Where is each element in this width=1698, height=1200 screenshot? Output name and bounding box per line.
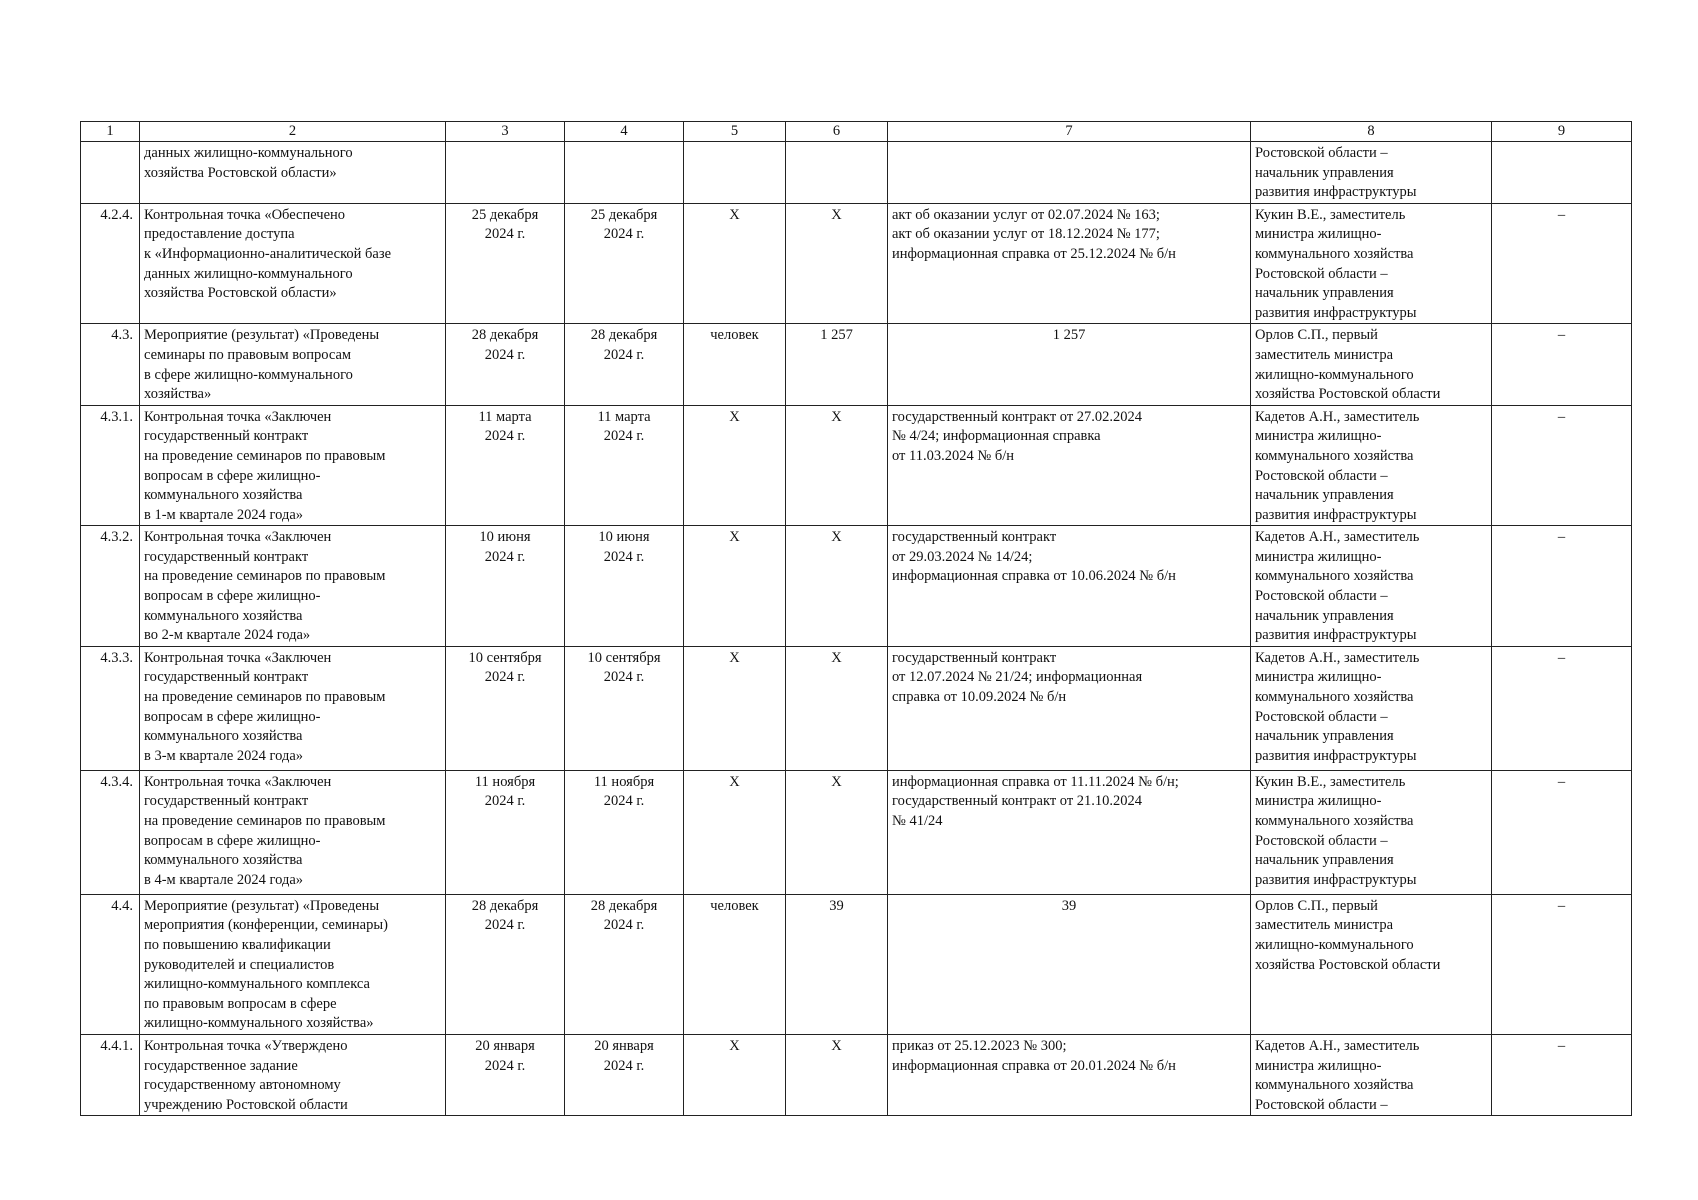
cell-responsible: Орлов С.П., первый заместитель министра жилищно-коммунального хозяйства Ростовской области — [1251, 894, 1492, 1034]
cell-plan-date: 25 декабря 2024 г. — [446, 203, 565, 324]
cell-row-number: 4.3.4. — [81, 770, 140, 894]
cell-responsible: Кадетов А.Н., заместитель министра жилищно- коммунального хозяйства Ростовской области – начальник управления развития инфраструктуры — [1251, 405, 1492, 526]
cell-row-name: данных жилищно-коммунального хозяйства Ростовской области» — [140, 142, 446, 204]
cell-plan-value: 1 257 — [786, 324, 888, 405]
cell-responsible: Кадетов А.Н., заместитель министра жилищно- коммунального хозяйства Ростовской области – начальник управления развития инфраструктуры — [1251, 646, 1492, 770]
cell-unit: Х — [684, 770, 786, 894]
cell-note: – — [1492, 203, 1632, 324]
column-header: 2 — [140, 122, 446, 142]
cell-fact-date: 20 января 2024 г. — [565, 1035, 684, 1116]
cell-unit: Х — [684, 1035, 786, 1116]
column-header: 5 — [684, 122, 786, 142]
cell-plan-value: Х — [786, 405, 888, 526]
cell-note: – — [1492, 324, 1632, 405]
cell-note: – — [1492, 526, 1632, 647]
cell-responsible: Ростовской области – начальник управления развития инфраструктуры — [1251, 142, 1492, 204]
cell-fact-date: 28 декабря 2024 г. — [565, 894, 684, 1034]
cell-row-name: Мероприятие (результат) «Проведены мероприятия (конференции, семинары) по повышению квалификации руководителей и специалистов жилищно-коммунального комплекса по правовым вопросам в сфере жилищно-коммунального хозяйства» — [140, 894, 446, 1034]
cell-row-name: Контрольная точка «Обеспечено предоставление доступа к «Информационно-аналитической базе данных жилищно-коммунального хозяйства Ростовской области» — [140, 203, 446, 324]
cell-row-name: Контрольная точка «Заключен государственный контракт на проведение семинаров по правовым вопросам в сфере жилищно- коммунального хозяйства в 4-м квартале 2024 года» — [140, 770, 446, 894]
cell-note: – — [1492, 894, 1632, 1034]
cell-row-name: Контрольная точка «Заключен государственный контракт на проведение семинаров по правовым вопросам в сфере жилищно- коммунального хозяйства в 1-м квартале 2024 года» — [140, 405, 446, 526]
table-row — [81, 646, 1632, 770]
report-table-page — [80, 121, 1631, 1116]
cell-row-number: 4.3.3. — [81, 646, 140, 770]
cell-plan-value — [786, 142, 888, 204]
cell-note: – — [1492, 770, 1632, 894]
cell-note: – — [1492, 1035, 1632, 1116]
cell-row-number: 4.3.1. — [81, 405, 140, 526]
cell-fact-value: 39 — [888, 894, 1251, 1034]
cell-row-number: 4.3. — [81, 324, 140, 405]
cell-fact-date: 10 сентября 2024 г. — [565, 646, 684, 770]
cell-plan-value: 39 — [786, 894, 888, 1034]
cell-row-number: 4.2.4. — [81, 203, 140, 324]
cell-fact-value: государственный контракт от 27.02.2024 № 4/24; информационная справка от 11.03.2024 № б/н — [888, 405, 1251, 526]
table-row — [81, 526, 1632, 647]
column-number-row — [81, 122, 1632, 142]
cell-fact-value: информационная справка от 11.11.2024 № б/н; государственный контракт от 21.10.2024 № 41/24 — [888, 770, 1251, 894]
cell-row-number: 4.3.2. — [81, 526, 140, 647]
cell-note: – — [1492, 646, 1632, 770]
cell-note — [1492, 142, 1632, 204]
cell-row-number — [81, 142, 140, 204]
cell-plan-date: 28 декабря 2024 г. — [446, 894, 565, 1034]
cell-plan-date: 11 ноября 2024 г. — [446, 770, 565, 894]
cell-responsible: Кукин В.Е., заместитель министра жилищно- коммунального хозяйства Ростовской области – начальник управления развития инфраструктуры — [1251, 203, 1492, 324]
table-row — [81, 405, 1632, 526]
cell-fact-value: приказ от 25.12.2023 № 300; информационная справка от 20.01.2024 № б/н — [888, 1035, 1251, 1116]
cell-unit: Х — [684, 526, 786, 647]
cell-plan-date: 20 января 2024 г. — [446, 1035, 565, 1116]
cell-unit: Х — [684, 203, 786, 324]
cell-unit: человек — [684, 894, 786, 1034]
cell-plan-value: Х — [786, 203, 888, 324]
cell-fact-date — [565, 142, 684, 204]
cell-plan-value: Х — [786, 1035, 888, 1116]
cell-row-number: 4.4.1. — [81, 1035, 140, 1116]
column-header: 6 — [786, 122, 888, 142]
cell-row-name: Контрольная точка «Утверждено государственное задание государственному автономному учреждению Ростовской области — [140, 1035, 446, 1116]
cell-responsible: Орлов С.П., первый заместитель министра жилищно-коммунального хозяйства Ростовской области — [1251, 324, 1492, 405]
cell-fact-value: государственный контракт от 12.07.2024 № 21/24; информационная справка от 10.09.2024 № б/н — [888, 646, 1251, 770]
table-row — [81, 1035, 1632, 1116]
table-row — [81, 770, 1632, 894]
column-header: 8 — [1251, 122, 1492, 142]
cell-fact-value — [888, 142, 1251, 204]
column-header: 1 — [81, 122, 140, 142]
cell-plan-value: Х — [786, 646, 888, 770]
cell-unit: Х — [684, 405, 786, 526]
cell-row-name: Контрольная точка «Заключен государственный контракт на проведение семинаров по правовым вопросам в сфере жилищно- коммунального хозяйства в 3-м квартале 2024 года» — [140, 646, 446, 770]
cell-plan-date: 10 июня 2024 г. — [446, 526, 565, 647]
column-header: 3 — [446, 122, 565, 142]
cell-fact-date: 10 июня 2024 г. — [565, 526, 684, 647]
cell-fact-value: государственный контракт от 29.03.2024 № 14/24; информационная справка от 10.06.2024 № б/н — [888, 526, 1251, 647]
column-header: 4 — [565, 122, 684, 142]
cell-fact-date: 25 декабря 2024 г. — [565, 203, 684, 324]
cell-note: – — [1492, 405, 1632, 526]
cell-fact-date: 28 декабря 2024 г. — [565, 324, 684, 405]
cell-row-name: Мероприятие (результат) «Проведены семинары по правовым вопросам в сфере жилищно-коммунального хозяйства» — [140, 324, 446, 405]
table-row — [81, 324, 1632, 405]
table-row — [81, 142, 1632, 204]
cell-plan-date: 11 марта 2024 г. — [446, 405, 565, 526]
cell-plan-date: 10 сентября 2024 г. — [446, 646, 565, 770]
cell-unit: Х — [684, 646, 786, 770]
cell-fact-date: 11 марта 2024 г. — [565, 405, 684, 526]
cell-responsible: Кукин В.Е., заместитель министра жилищно- коммунального хозяйства Ростовской области – начальник управления развития инфраструктуры — [1251, 770, 1492, 894]
column-header: 7 — [888, 122, 1251, 142]
table-row — [81, 894, 1632, 1034]
table-row — [81, 203, 1632, 324]
cell-row-number: 4.4. — [81, 894, 140, 1034]
column-header: 9 — [1492, 122, 1632, 142]
cell-plan-date — [446, 142, 565, 204]
cell-plan-value: Х — [786, 526, 888, 647]
cell-plan-value: Х — [786, 770, 888, 894]
report-table — [80, 121, 1632, 1116]
cell-unit: человек — [684, 324, 786, 405]
cell-fact-value: акт об оказании услуг от 02.07.2024 № 163; акт об оказании услуг от 18.12.2024 № 177; информационная справка от 25.12.2024 № б/н — [888, 203, 1251, 324]
cell-responsible: Кадетов А.Н., заместитель министра жилищно- коммунального хозяйства Ростовской области – начальник управления развития инфраструктуры — [1251, 526, 1492, 647]
cell-plan-date: 28 декабря 2024 г. — [446, 324, 565, 405]
cell-fact-date: 11 ноября 2024 г. — [565, 770, 684, 894]
cell-unit — [684, 142, 786, 204]
cell-row-name: Контрольная точка «Заключен государственный контракт на проведение семинаров по правовым вопросам в сфере жилищно- коммунального хозяйства во 2-м квартале 2024 года» — [140, 526, 446, 647]
cell-fact-value: 1 257 — [888, 324, 1251, 405]
cell-responsible: Кадетов А.Н., заместитель министра жилищно- коммунального хозяйства Ростовской области – — [1251, 1035, 1492, 1116]
